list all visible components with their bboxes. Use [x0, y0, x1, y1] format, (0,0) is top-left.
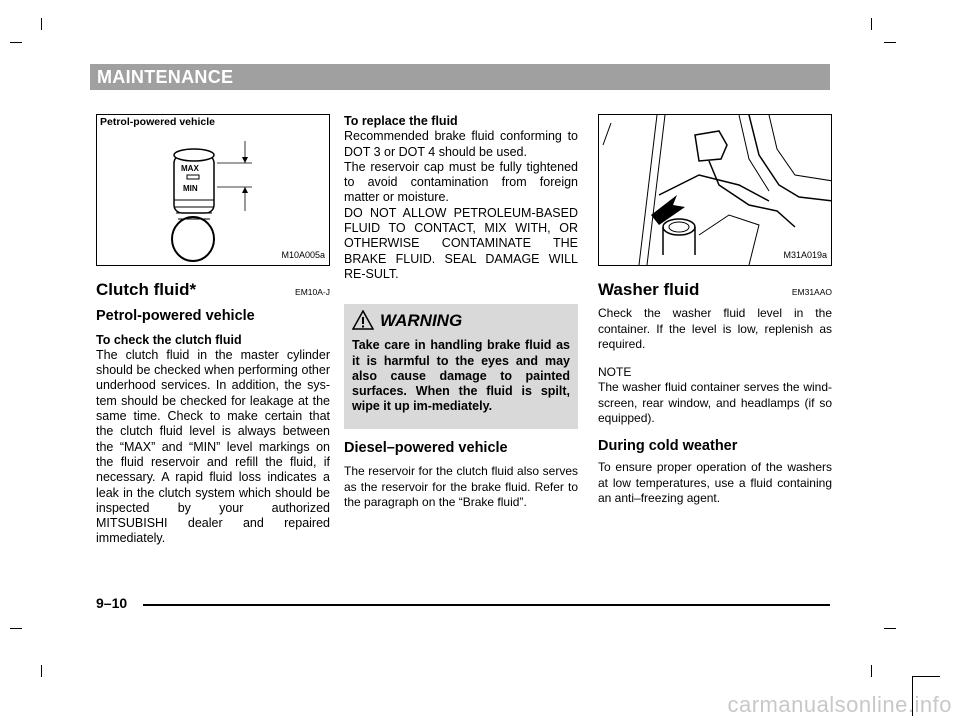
warning-icon — [352, 310, 374, 330]
cold-weather-title: During cold weather — [598, 437, 738, 454]
washer-code: EM31AAO — [791, 287, 832, 297]
crop-mark — [871, 665, 872, 677]
middle-column — [344, 114, 578, 511]
washer-text: Check the washer fluid level in the container. If the level is low, replenish as required. — [598, 306, 832, 352]
figure-code: M31A019a — [783, 249, 827, 260]
note-label: NOTE — [598, 364, 632, 379]
note-text: The washer fluid container serves the wind-screen, rear window, and headlamps (if so equipped). — [598, 380, 832, 426]
replace-line-3: DO NOT ALLOW PETROLEUM-BASED FLUID TO CONTACT, MIX WITH, OR OTHERWISE CONTAMINATE THE BRAKE FLUID. SEAL DAMAGE WILL RE-SULT. — [344, 205, 578, 281]
footer-rule — [143, 604, 830, 606]
crop-mark — [41, 665, 42, 677]
engine-bay-illustration — [599, 115, 832, 265]
diesel-vehicle-title: Diesel–powered vehicle — [344, 439, 508, 456]
figure-caption: Petrol-powered vehicle — [100, 116, 215, 128]
replace-line-2: The reservoir cap must be fully tightened to avoid contamination from foreign matter or moisture. — [344, 159, 578, 205]
crop-mark — [10, 628, 22, 629]
diesel-text: The reservoir for the clutch fluid also serves as the reservoir for the brake fluid. Refer to the paragraph on the “Brake fluid”. — [344, 464, 578, 510]
replace-fluid-heading: To replace the fluid — [344, 114, 458, 128]
clutch-code: EM10A-J — [295, 287, 330, 297]
washer-fluid-title: Washer fluid — [598, 280, 700, 299]
crop-mark — [10, 42, 22, 43]
max-mark: MAX — [181, 164, 199, 173]
warning-text: Take care in handling brake fluid as it is harmful to the eyes and may also cause damage to painted surfaces. When the fluid is spilt, wipe it up im-mediately. — [352, 338, 570, 414]
figure-code: M10A005a — [281, 249, 325, 260]
warning-title: WARNING — [380, 310, 463, 330]
cold-weather-text: To ensure proper operation of the washers at low temperatures, use a fluid containing an anti–freezing agent. — [598, 460, 832, 506]
crop-mark — [884, 42, 896, 43]
watermark: carmanualsonline.info — [727, 692, 952, 717]
check-clutch-heading: To check the clutch fluid — [96, 332, 242, 347]
section-title: MAINTENANCE — [97, 67, 234, 87]
page-number: 9–10 — [96, 595, 128, 611]
petrol-vehicle-subtitle: Petrol-powered vehicle — [96, 308, 255, 325]
section-header — [90, 64, 830, 90]
crop-mark — [912, 676, 940, 677]
warning-box — [344, 304, 578, 428]
replace-line-1: Recommended brake fluid conforming to DOT 3 or DOT 4 should be used. — [344, 129, 578, 159]
min-mark: MIN — [183, 184, 198, 193]
clutch-body: The clutch fluid in the master cylinder should be checked when performing other underhood services. In addition, the sys-tem should be checked for leakage at the same time. Check to make certain that the clutch fluid level is always between the “MAX” and “MIN” level markings on the fluid reservoir and refill the fluid, if necessary. A rapid fluid loss indicates a leak in the clutch system which should be inspected by your authorized MITSUBISHI dealer and repaired immediately. — [96, 347, 330, 546]
washer-figure — [598, 114, 832, 266]
left-column — [96, 114, 330, 547]
reservoir-illustration — [97, 115, 330, 265]
reservoir-figure — [96, 114, 330, 266]
crop-mark — [884, 628, 896, 629]
right-column — [598, 114, 832, 507]
crop-mark — [871, 18, 872, 30]
clutch-fluid-title: Clutch fluid* — [96, 280, 197, 299]
crop-mark — [41, 18, 42, 30]
